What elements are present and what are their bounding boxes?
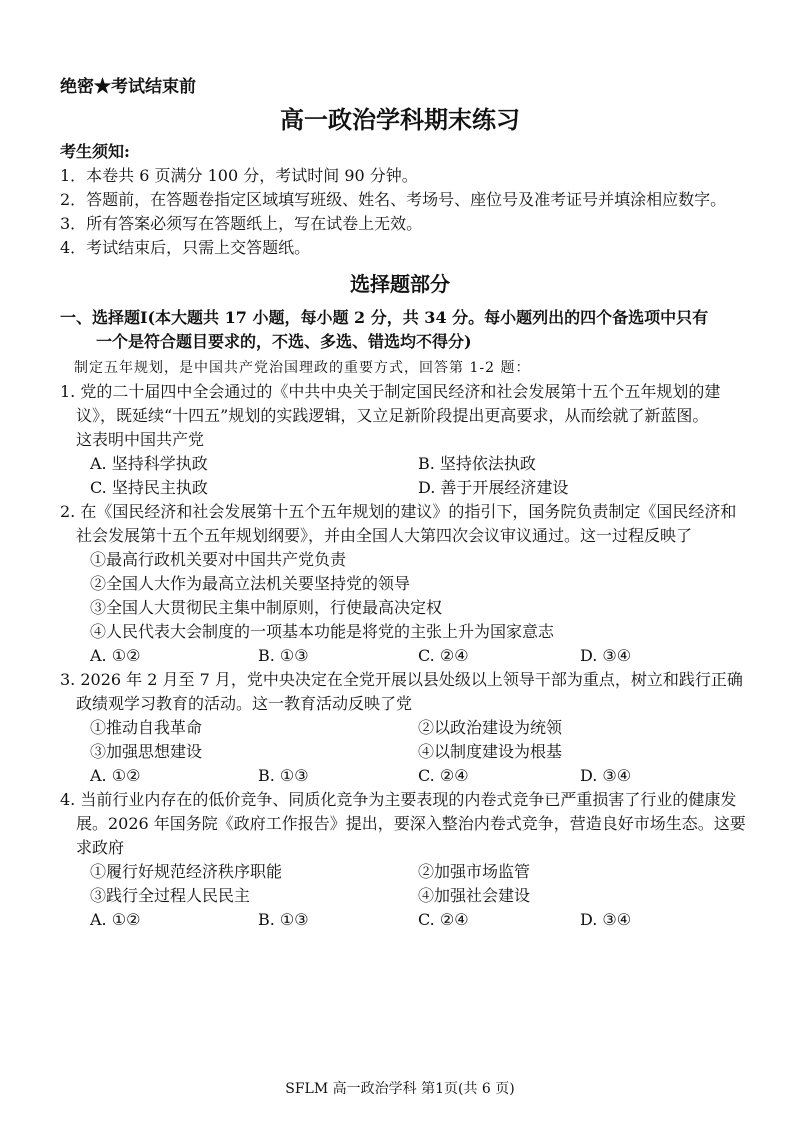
q4-statement-4: ④加强社会建设 [418, 886, 531, 905]
secret-mark: 绝密★考试结束前 [60, 77, 196, 97]
q1-stem: 1. 党的二十届四中全会通过的《中共中央关于制定国民经济和社会发展第十五个五年规划的建 [60, 382, 721, 401]
q1-option-c: C. 坚持民主执政 [90, 478, 208, 497]
q3-statement-4: ④以制度建设为根基 [418, 742, 563, 761]
q2-option-b: B. ①③ [258, 646, 309, 665]
q4-option-b: B. ①③ [258, 910, 309, 929]
notice-item: 3．所有答案必须写在答题纸上，写在试卷上无效。 [60, 214, 423, 233]
q1-option-b: B. 坚持依法执政 [418, 454, 536, 473]
q2-statement-2: ②全国人大作为最高立法机关要坚持党的领导 [90, 574, 411, 593]
q3-statement-1: ①推动自我革命 [90, 718, 203, 737]
q4-statement-2: ②加强市场监管 [418, 862, 531, 881]
q4-statement-3: ③践行全过程人民民主 [90, 886, 251, 905]
q2-stem: 2. 在《国民经济和社会发展第十五个五年规划的建议》的指引下，国务院负责制定《国民经济和 [60, 502, 737, 521]
q4-stem: 展。2026 年国务院《政府工作报告》提出，要深入整治内卷式竞争，营造良好市场生态。这要 [76, 814, 746, 833]
notice-item: 4．考试结束后，只需上交答题纸。 [60, 238, 311, 257]
notice-item: 2．答题前，在答题卷指定区域填写班级、姓名、考场号、座位号及准考证号并填涂相应数字。 [60, 190, 727, 209]
q3-stem: 3. 2026 年 2 月至 7 月，党中央决定在全党开展以县处级以上领导干部为重点，树立和践行正确 [60, 670, 743, 689]
q3-option-a: A. ①② [90, 766, 141, 785]
q2-option-d: D. ③④ [580, 646, 632, 665]
page-footer: SFLM 高一政治学科 第1页(共 6 页) [285, 1081, 515, 1097]
q3-option-c: C. ②④ [418, 766, 469, 785]
q4-option-d: D. ③④ [580, 910, 632, 929]
q3-option-d: D. ③④ [580, 766, 632, 785]
section-instruction-cont: 一个是符合题目要求的，不选、多选、错选均不得分) [96, 332, 472, 351]
question-lead: 制定五年规划，是中国共产党治国理政的重要方式，回答第 1-2 题： [74, 360, 531, 376]
q2-stem: 社会发展第十五个五年规划纲要》，并由全国人大第四次会议审议通过。这一过程反映了 [76, 526, 693, 545]
q3-statement-2: ②以政治建设为统领 [418, 718, 563, 737]
q1-stem: 议》，既延续“十四五”规划的实践逻辑，又立足新阶段提出更高要求，从而绘就了新蓝图。 [76, 406, 709, 425]
q3-stem: 政绩观学习教育的活动。这一教育活动反映了党 [76, 694, 413, 713]
q4-option-c: C. ②④ [418, 910, 469, 929]
q2-option-c: C. ②④ [418, 646, 469, 665]
q4-statement-1: ①履行好规范经济秩序职能 [90, 862, 283, 881]
q3-statement-3: ③加强思想建设 [90, 742, 203, 761]
q4-stem: 4. 当前行业内存在的低价竞争、同质化竞争为主要表现的内卷式竞争已严重损害了行业的健康发 [60, 790, 737, 809]
q2-option-a: A. ①② [90, 646, 141, 665]
q2-statement-1: ①最高行政机关要对中国共产党负责 [90, 550, 347, 569]
page-title: 高一政治学科期末练习 [280, 105, 520, 134]
section-instruction: 一、选择题Ⅰ(本大题共 17 小题，每小题 2 分，共 34 分。每小题列出的四个备选项中只有 [60, 308, 709, 327]
section-title: 选择题部分 [350, 272, 450, 296]
q1-option-a: A. 坚持科学执政 [90, 454, 208, 473]
q2-statement-3: ③全国人大贯彻民主集中制原则，行使最高决定权 [90, 598, 443, 617]
q4-stem: 求政府 [76, 838, 125, 857]
notice-item: 1．本卷共 6 页满分 100 分，考试时间 90 分钟。 [60, 166, 418, 185]
q1-stem: 这表明中国共产党 [76, 430, 205, 449]
q4-option-a: A. ①② [90, 910, 141, 929]
q1-option-d: D. 善于开展经济建设 [418, 478, 569, 497]
q2-statement-4: ④人民代表大会制度的一项基本功能是将党的主张上升为国家意志 [90, 622, 555, 641]
notice-heading: 考生须知: [60, 142, 130, 161]
q3-option-b: B. ①③ [258, 766, 309, 785]
